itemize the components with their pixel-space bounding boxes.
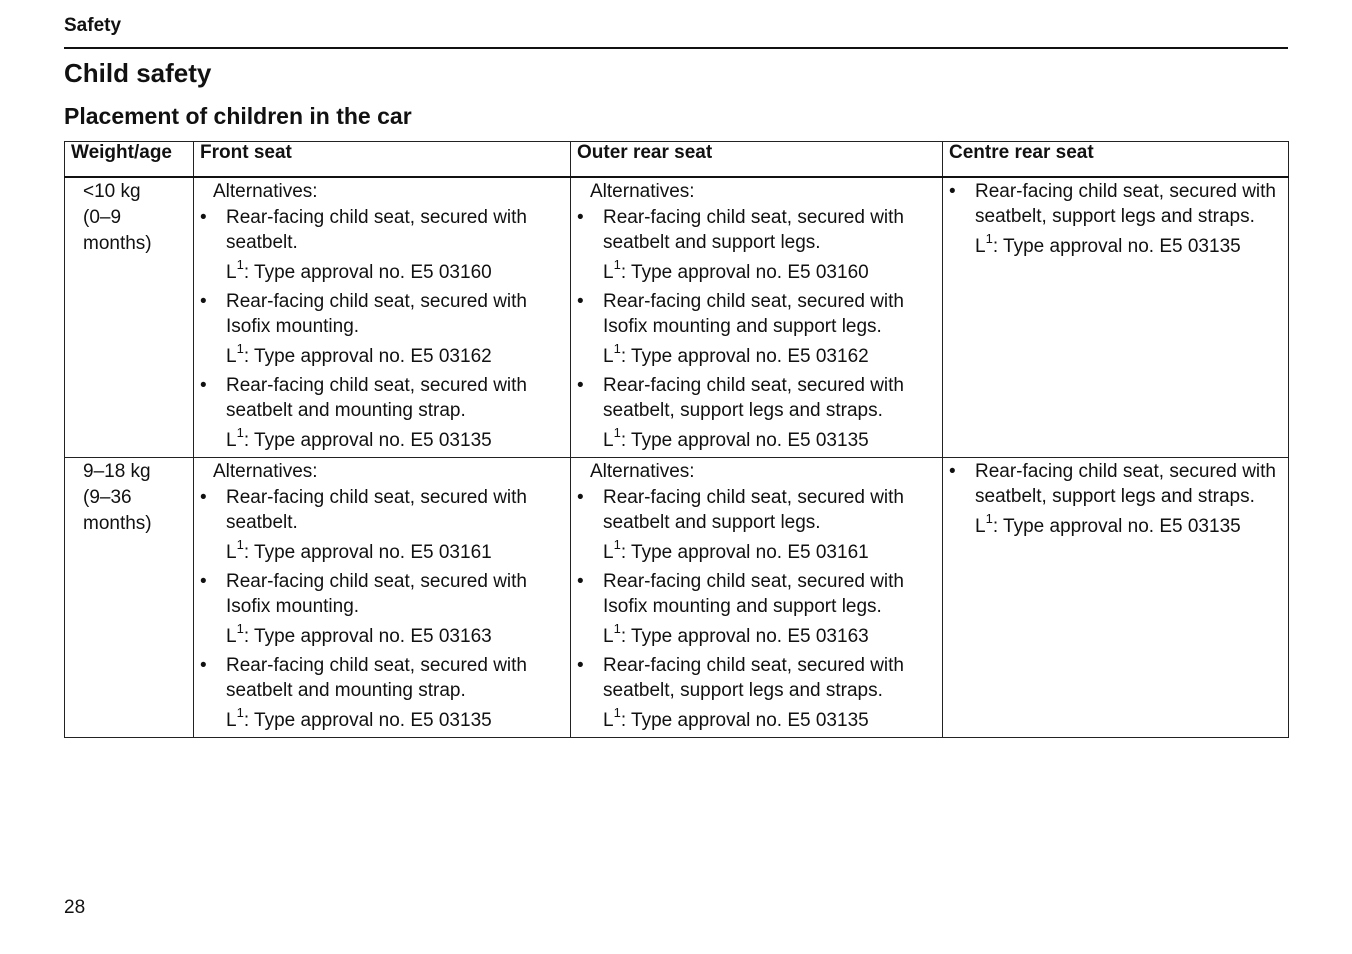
approval-text: : Type approval no. E5 03161: [243, 542, 492, 563]
seat-option: [571, 289, 942, 339]
approval-text: : Type approval no. E5 03161: [620, 542, 869, 563]
option-text: Rear-facing child seat, secured with seatbelt, support legs and straps.: [603, 375, 904, 421]
weight-age-line: 9–18 kg: [83, 461, 151, 482]
weight-age-cell: [65, 177, 194, 458]
approval-superscript: 1: [236, 424, 244, 440]
type-approval: [571, 536, 942, 565]
option-text: Rear-facing child seat, secured with seatbelt, support legs and straps.: [603, 655, 904, 701]
bullet-icon: •: [577, 655, 584, 676]
type-approval: [943, 510, 1288, 539]
approval-superscript: 1: [236, 256, 244, 272]
option-text: Rear-facing child seat, secured with Isofix mounting and support legs.: [603, 571, 904, 617]
approval-superscript: 1: [985, 510, 993, 526]
table-row: [65, 458, 1289, 738]
type-approval: [571, 340, 942, 369]
option-text: Rear-facing child seat, secured with seatbelt.: [226, 207, 527, 253]
approval-prefix: L: [226, 262, 237, 283]
approval-text: : Type approval no. E5 03135: [620, 430, 869, 451]
bullet-icon: •: [577, 207, 584, 228]
seat-option: [943, 179, 1288, 229]
type-approval: [194, 620, 570, 649]
approval-text: : Type approval no. E5 03160: [620, 262, 869, 283]
weight-age-line: (0–9: [83, 207, 122, 228]
option-text: Rear-facing child seat, secured with Isofix mounting.: [226, 571, 527, 617]
approval-superscript: 1: [613, 424, 621, 440]
approval-prefix: L: [226, 710, 237, 731]
bullet-icon: •: [200, 487, 207, 508]
header-rule: [64, 47, 1288, 49]
type-approval: [194, 340, 570, 369]
approval-prefix: L: [603, 542, 614, 563]
approval-superscript: 1: [985, 230, 993, 246]
seat-option: [194, 485, 570, 535]
type-approval: [194, 424, 570, 453]
table-row: [65, 177, 1289, 458]
approval-text: : Type approval no. E5 03135: [243, 710, 492, 731]
alternatives-label: Alternatives:: [213, 461, 318, 482]
seat-option: [194, 653, 570, 703]
weight-age-line: months): [83, 513, 152, 534]
option-text: Rear-facing child seat, secured with seatbelt and support legs.: [603, 487, 904, 533]
approval-text: : Type approval no. E5 03135: [620, 710, 869, 731]
bullet-icon: •: [200, 375, 207, 396]
bullet-icon: •: [577, 571, 584, 592]
weight-age-line: months): [83, 233, 152, 254]
approval-text: : Type approval no. E5 03135: [992, 516, 1241, 537]
type-approval: [571, 620, 942, 649]
approval-superscript: 1: [236, 536, 244, 552]
outer-rear-seat-cell: [571, 458, 943, 738]
column-header-centre-rear-seat: Centre rear seat: [943, 142, 1289, 178]
child-placement-table: [64, 141, 1289, 738]
approval-text: : Type approval no. E5 03162: [243, 346, 492, 367]
approval-prefix: L: [603, 710, 614, 731]
type-approval: [194, 704, 570, 733]
approval-prefix: L: [603, 262, 614, 283]
weight-age-line: <10 kg: [83, 181, 141, 202]
page-number: 28: [64, 897, 86, 918]
type-approval: [194, 536, 570, 565]
approval-prefix: L: [603, 626, 614, 647]
bullet-icon: •: [577, 291, 584, 312]
option-text: Rear-facing child seat, secured with Isofix mounting.: [226, 291, 527, 337]
bullet-icon: •: [200, 655, 207, 676]
option-text: Rear-facing child seat, secured with seatbelt.: [226, 487, 527, 533]
approval-superscript: 1: [613, 340, 621, 356]
option-text: Rear-facing child seat, secured with Isofix mounting and support legs.: [603, 291, 904, 337]
alternatives-label: Alternatives:: [213, 181, 318, 202]
seat-option: [571, 373, 942, 423]
approval-prefix: L: [226, 626, 237, 647]
approval-superscript: 1: [236, 704, 244, 720]
option-text: Rear-facing child seat, secured with seatbelt and mounting strap.: [226, 375, 527, 421]
approval-prefix: L: [603, 430, 614, 451]
front-seat-cell: [194, 458, 571, 738]
option-text: Rear-facing child seat, secured with seatbelt and mounting strap.: [226, 655, 527, 701]
section-label: Safety: [64, 15, 122, 36]
seat-option: [194, 289, 570, 339]
seat-option: [194, 373, 570, 423]
column-header-front-seat: Front seat: [194, 142, 571, 178]
bullet-icon: •: [200, 571, 207, 592]
approval-prefix: L: [226, 542, 237, 563]
approval-prefix: L: [226, 430, 237, 451]
approval-prefix: L: [975, 236, 986, 257]
front-seat-cell: [194, 177, 571, 458]
outer-rear-seat-cell: [571, 177, 943, 458]
type-approval: [571, 704, 942, 733]
approval-superscript: 1: [613, 620, 621, 636]
approval-prefix: L: [226, 346, 237, 367]
weight-age-cell: [65, 458, 194, 738]
option-text: Rear-facing child seat, secured with seatbelt, support legs and straps.: [975, 461, 1276, 507]
seat-option: [571, 485, 942, 535]
type-approval: [571, 424, 942, 453]
bullet-icon: •: [949, 181, 956, 202]
approval-superscript: 1: [613, 704, 621, 720]
column-header-outer-rear-seat: Outer rear seat: [571, 142, 943, 178]
approval-superscript: 1: [236, 620, 244, 636]
column-header-weight: Weight/age: [65, 142, 194, 178]
approval-text: : Type approval no. E5 03162: [620, 346, 869, 367]
approval-prefix: L: [975, 516, 986, 537]
weight-age-line: (9–36: [83, 487, 132, 508]
page-title: Child safety: [64, 58, 212, 88]
approval-text: : Type approval no. E5 03163: [243, 626, 492, 647]
centre-rear-seat-cell: [943, 177, 1289, 458]
section-heading: Placement of children in the car: [64, 103, 412, 129]
approval-text: : Type approval no. E5 03160: [243, 262, 492, 283]
table-header-row: [65, 142, 1289, 178]
alternatives-label: Alternatives:: [590, 181, 695, 202]
seat-option: [194, 205, 570, 255]
bullet-icon: •: [949, 461, 956, 482]
alternatives-label: Alternatives:: [590, 461, 695, 482]
seat-option: [571, 653, 942, 703]
centre-rear-seat-cell: [943, 458, 1289, 738]
type-approval: [571, 256, 942, 285]
bullet-icon: •: [200, 291, 207, 312]
type-approval: [194, 256, 570, 285]
approval-prefix: L: [603, 346, 614, 367]
type-approval: [943, 230, 1288, 259]
bullet-icon: •: [577, 487, 584, 508]
option-text: Rear-facing child seat, secured with seatbelt, support legs and straps.: [975, 181, 1276, 227]
option-text: Rear-facing child seat, secured with seatbelt and support legs.: [603, 207, 904, 253]
approval-superscript: 1: [613, 536, 621, 552]
seat-option: [571, 205, 942, 255]
bullet-icon: •: [200, 207, 207, 228]
approval-superscript: 1: [236, 340, 244, 356]
approval-text: : Type approval no. E5 03163: [620, 626, 869, 647]
approval-superscript: 1: [613, 256, 621, 272]
approval-text: : Type approval no. E5 03135: [992, 236, 1241, 257]
approval-text: : Type approval no. E5 03135: [243, 430, 492, 451]
seat-option: [943, 459, 1288, 509]
seat-option: [571, 569, 942, 619]
seat-option: [194, 569, 570, 619]
bullet-icon: •: [577, 375, 584, 396]
